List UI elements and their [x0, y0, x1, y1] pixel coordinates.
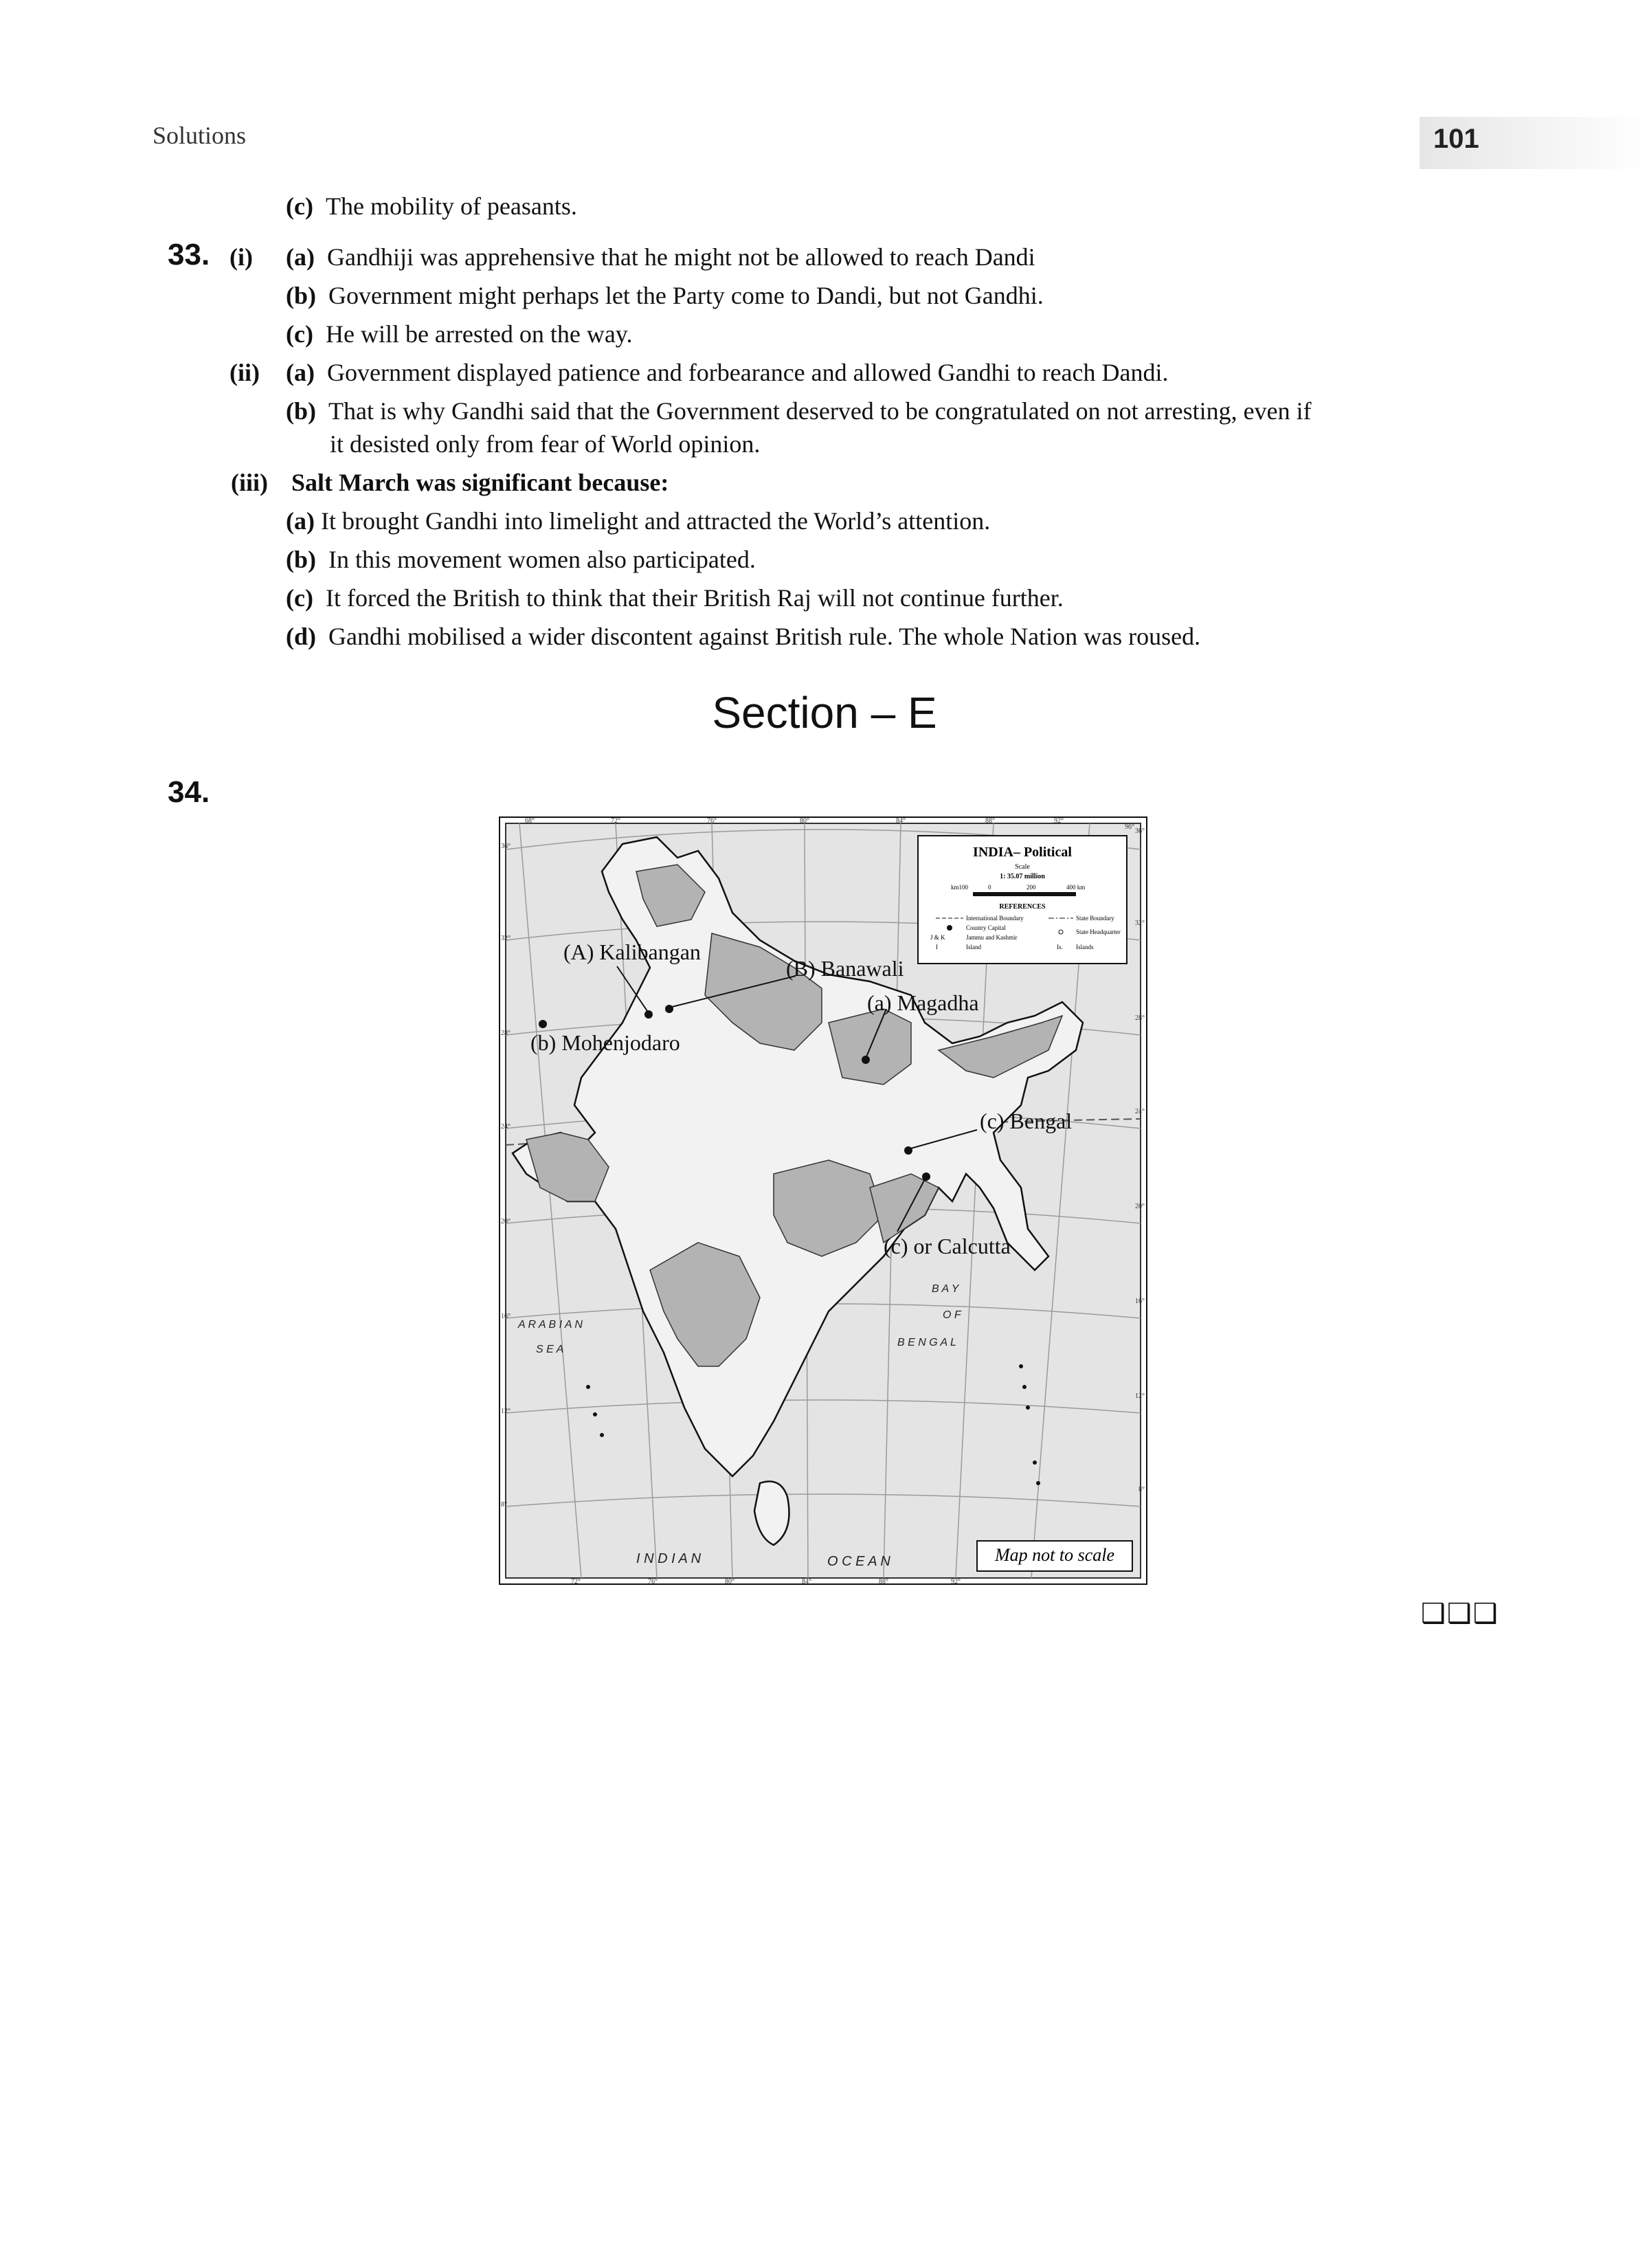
list-item: [286, 621, 1200, 652]
item-label: (b): [286, 546, 316, 573]
legend-item: Island: [966, 944, 981, 950]
legend-item: Country Capital: [966, 924, 1006, 931]
item-text: Government displayed patience and forbearance and allowed Gandhi to reach Dandi.: [326, 359, 1169, 386]
marker-mohenjodaro: [539, 1020, 547, 1028]
legend-item: Jammu and Kashmir: [966, 934, 1018, 941]
svg-text:16°: 16°: [501, 1313, 511, 1320]
svg-text:8°: 8°: [1138, 1486, 1145, 1493]
label-kalibangan: (A) Kalibangan: [563, 940, 701, 964]
item-text: It forced the British to think that their British Raj will not continue further.: [325, 584, 1064, 612]
item-label: (c): [286, 320, 313, 348]
list-item: [286, 357, 1168, 388]
svg-text:36°: 36°: [501, 843, 511, 850]
water-label: I N D I A N: [636, 1551, 702, 1566]
item-text: The mobility of peasants.: [325, 192, 577, 220]
svg-text:20°: 20°: [501, 1218, 511, 1225]
svg-text:80°: 80°: [800, 817, 809, 825]
scale-tick: 200: [1027, 884, 1036, 891]
marker-magadha: [862, 1056, 870, 1064]
question-number: 34.: [168, 775, 210, 809]
legend-item: International Boundary: [966, 915, 1024, 922]
item-label: (d): [286, 623, 316, 650]
subpart-label: (i): [229, 243, 253, 271]
list-item: [286, 280, 1044, 311]
page-number: 101: [1433, 124, 1479, 154]
marker-banawali: [665, 1005, 673, 1013]
legend-item: State Boundary: [1076, 915, 1114, 922]
svg-text:88°: 88°: [879, 1578, 888, 1585]
list-item: [286, 506, 990, 536]
item-text: Government might perhaps let the Party come to Dandi, but not Gandhi.: [328, 282, 1044, 309]
marker-bengal: [904, 1146, 912, 1155]
list-item: [286, 583, 1064, 613]
item-text: That is why Gandhi said that the Government deserved to be congratulated on not arresting, even if: [328, 397, 1312, 425]
item-label: (a): [286, 507, 315, 535]
svg-text:72°: 72°: [611, 817, 620, 825]
item-text: Gandhiji was apprehensive that he might not be allowed to reach Dandi: [326, 243, 1035, 271]
svg-text:24°: 24°: [1135, 1108, 1145, 1115]
svg-text:92°: 92°: [1054, 817, 1064, 825]
svg-text:84°: 84°: [896, 817, 906, 825]
item-label: (c): [286, 584, 313, 612]
water-label: S E A: [536, 1344, 564, 1355]
references-label: REFERENCES: [999, 903, 1046, 911]
question-number: 33.: [168, 238, 210, 271]
list-item: [286, 319, 632, 349]
list-item: [286, 396, 1312, 426]
map-title: INDIA– Political: [973, 845, 1072, 860]
scale-km: km100: [951, 884, 969, 891]
item-text: It brought Gandhi into limelight and attracted the World’s attention.: [320, 507, 991, 535]
end-marks: ❑❑❑: [1421, 1598, 1499, 1629]
scale-note: Map not to scale: [994, 1545, 1115, 1565]
subpart-heading: Salt March was significant because:: [291, 469, 669, 496]
item-text: In this movement women also participated.: [328, 546, 756, 573]
water-label: B A Y: [932, 1283, 959, 1295]
water-label: A R A B I A N: [518, 1319, 583, 1331]
svg-text:32°: 32°: [1135, 920, 1145, 927]
map-legend: [918, 836, 1127, 964]
legend-code: J & K: [930, 934, 945, 941]
legend-item: State Headquarter: [1076, 929, 1121, 935]
svg-text:76°: 76°: [648, 1578, 658, 1585]
marker-kalibangan: [644, 1010, 653, 1019]
label-bengal: (c) Bengal: [980, 1109, 1073, 1133]
subpart-label: (ii): [229, 359, 260, 386]
svg-text:88°: 88°: [985, 817, 995, 825]
svg-text:28°: 28°: [501, 1030, 511, 1037]
scale-tick: 0: [988, 884, 991, 891]
item-text: Gandhi mobilised a wider discontent against British rule. The whole Nation was roused.: [328, 623, 1201, 650]
svg-text:36°: 36°: [1135, 827, 1145, 835]
list-item: [286, 242, 1035, 272]
svg-text:12°: 12°: [501, 1408, 511, 1415]
scale-label: Scale: [1015, 863, 1030, 871]
item-label: (a): [286, 243, 315, 271]
label-mohenjodaro: (b) Mohenjodaro: [530, 1030, 680, 1055]
marker-calcutta: [922, 1172, 930, 1181]
label-magadha: (a) Magadha: [867, 990, 979, 1015]
svg-text:32°: 32°: [501, 935, 511, 942]
water-label: B E N G A L: [897, 1337, 956, 1348]
list-item: [286, 544, 756, 575]
item-label: (a): [286, 359, 315, 386]
svg-text:28°: 28°: [1135, 1014, 1145, 1022]
legend-code: I: [936, 944, 938, 950]
legend-item: Islands: [1076, 944, 1094, 950]
svg-text:96°: 96°: [1125, 823, 1134, 831]
svg-text:72°: 72°: [571, 1578, 581, 1585]
water-label: O F: [943, 1309, 961, 1321]
scale-value: 1: 35.07 million: [1000, 873, 1045, 880]
svg-text:8°: 8°: [501, 1501, 507, 1509]
svg-text:16°: 16°: [1135, 1298, 1145, 1305]
svg-text:68°: 68°: [525, 817, 535, 825]
running-head: Solutions: [153, 122, 247, 149]
scale-bar: [973, 892, 1076, 896]
scale-tick: 400 km: [1066, 884, 1086, 891]
india-map: [499, 816, 1147, 1585]
water-label: O C E A N: [827, 1554, 890, 1569]
item-text-continued: it desisted only from fear of World opinion.: [330, 430, 761, 458]
svg-text:20°: 20°: [1135, 1203, 1145, 1210]
subpart-label: (iii): [231, 469, 268, 496]
label-calcutta: (c) or Calcutta: [884, 1234, 1011, 1258]
item-label: (c): [286, 192, 313, 220]
svg-text:80°: 80°: [725, 1578, 734, 1585]
svg-text:12°: 12°: [1135, 1392, 1145, 1400]
item-label: (b): [286, 282, 316, 309]
section-title: Section – E: [712, 688, 937, 737]
svg-text:24°: 24°: [501, 1123, 511, 1131]
legend-code: Is.: [1057, 944, 1063, 950]
item-label: (b): [286, 397, 316, 425]
svg-text:92°: 92°: [951, 1578, 961, 1585]
label-banawali: (B) Banawali: [786, 956, 904, 981]
item-text: He will be arrested on the way.: [325, 320, 633, 348]
svg-text:84°: 84°: [802, 1578, 811, 1585]
svg-text:76°: 76°: [707, 817, 717, 825]
list-item: [286, 191, 577, 221]
